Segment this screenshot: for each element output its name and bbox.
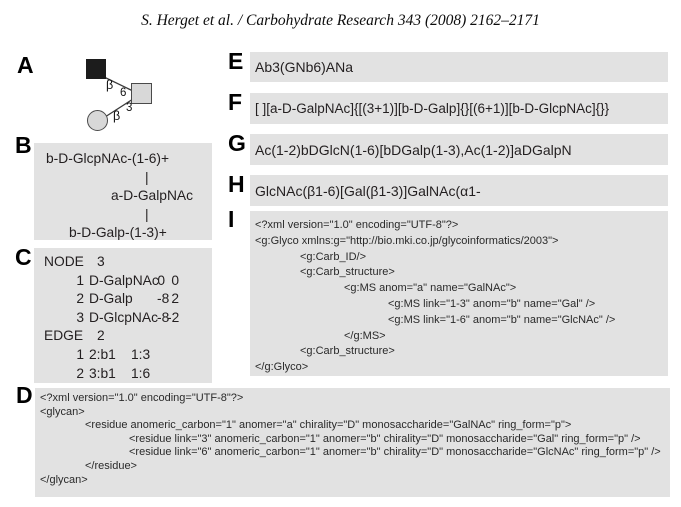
text-line: |	[145, 206, 149, 222]
xml-line: </residue>	[85, 459, 137, 472]
text-line: b-D-GlcpNAc-(1-6)+	[46, 151, 170, 166]
kcf-edge-row: 2 3:b1 1:6	[76, 365, 151, 381]
panel-g-label: G	[228, 130, 246, 156]
panel-i-glyco-xml-box	[250, 211, 668, 376]
panel-g-bcsdb-box	[250, 134, 668, 165]
panel-e-linearcode-box	[250, 52, 668, 82]
kcf-node-header: NODE 3	[44, 254, 105, 269]
xml-line: <residue anomeric_carbon="1" anomer="a" chirality="D" monosaccharide="GalNAc" ring_form="p">	[85, 419, 572, 432]
panel-b-label: B	[15, 132, 32, 158]
xml-line: <g:Glyco xmlns:g="http://bio.mki.co.jp/glycoinformatics/2003">	[255, 234, 559, 247]
notation-text: GlcNAc(β1-6)[Gal(β1-3)]GalNAc(α1-	[255, 182, 481, 199]
page-title: S. Herget et al. / Carbohydrate Research 343 (2008) 2162–2171	[141, 12, 540, 29]
panel-c-label: C	[15, 244, 32, 270]
xml-line: <residue link="3" anomeric_carbon="1" anomer="b" chirality="D" monosaccharide="Gal" ring_form="p" />	[129, 432, 641, 445]
panel-i-label: I	[228, 206, 235, 232]
xml-line: </g:Glyco>	[255, 361, 309, 374]
panel-a-label: A	[17, 52, 34, 78]
node-count: 3	[97, 254, 105, 269]
bond-anomer-beta-bottom: β	[113, 109, 121, 123]
glcnac-black-square-icon	[86, 59, 106, 79]
notation-text: Ac(1-2)bDGlcN(1-6)[bDGalp(1-3),Ac(1-2)]aDGalpN	[255, 141, 572, 158]
panel-h-iupac-box	[250, 175, 668, 206]
panel-e-label: E	[228, 48, 244, 74]
bond-position-6: 6	[120, 87, 127, 99]
xml-line: <g:MS anom="a" name="GalNAc">	[344, 282, 517, 295]
bond-anomer-beta-top: β	[106, 78, 114, 92]
xml-line: <g:MS link="1-3" anom="b" name="Gal" />	[388, 297, 596, 310]
kcf-edge-header: EDGE 2	[44, 328, 105, 344]
edge-target: 1:3	[131, 346, 151, 362]
xml-line: </g:MS>	[344, 329, 386, 342]
xml-line: </glycan>	[40, 473, 88, 486]
panel-f-linucs-box	[250, 93, 668, 124]
xml-line: <g:Carb_structure>	[300, 345, 395, 358]
gal-gray-circle-icon	[87, 110, 108, 131]
panel-c-kcf-box	[34, 248, 212, 383]
kcf-node-row: 3 D-GlcpNAc-8-2	[76, 309, 180, 325]
kcf-edge-row: 1 2:b1 1:3	[76, 346, 151, 362]
xml-line: <g:Carb_ID/>	[300, 250, 367, 263]
xml-line: <?xml version="1.0" encoding="UTF-8"?>	[255, 219, 459, 231]
glycan-bond-lines	[60, 55, 200, 140]
xml-line: <g:Carb_structure>	[300, 266, 395, 279]
xml-line: <residue link="6" anomeric_carbon="1" anomer="b" chirality="D" monosaccharide="GlcNAc" ring_form="p" />	[129, 446, 661, 459]
panel-b-iupac-condensed-box	[34, 143, 212, 240]
edge-count: 2	[97, 328, 105, 344]
panel-d-label: D	[16, 382, 33, 408]
xml-line: <glycan>	[40, 405, 85, 418]
xml-line: <g:MS link="1-6" anom="b" name="GlcNAc" />	[388, 313, 616, 326]
notation-text: [ ][a-D-GalpNAc]{[(3+1)][b-D-Galp]{}[(6+1)][b-D-GlcpNAc]{}}	[255, 101, 610, 116]
text-line: a-D-GalpNAc	[111, 188, 194, 203]
kcf-node-row: 2 D-Galp -8 2	[76, 291, 179, 307]
kcf-node-row: 1 D-GalpNAc0 0	[76, 272, 179, 288]
edge-target: 1:6	[131, 365, 151, 381]
notation-text: Ab3(GNb6)ANa	[255, 59, 354, 75]
xml-line: <?xml version="1.0" encoding="UTF-8"?>	[40, 392, 244, 404]
panel-h-label: H	[228, 171, 245, 197]
galnac-gray-square-icon	[131, 83, 152, 104]
text-line: |	[145, 169, 149, 185]
panel-d-glycoct-xml-box	[35, 388, 670, 497]
bond-position-3: 3	[126, 102, 133, 114]
panel-f-label: F	[228, 89, 243, 115]
text-line: b-D-Galp-(1-3)+	[69, 225, 167, 240]
glycan-cartoon-diagram	[60, 55, 200, 140]
